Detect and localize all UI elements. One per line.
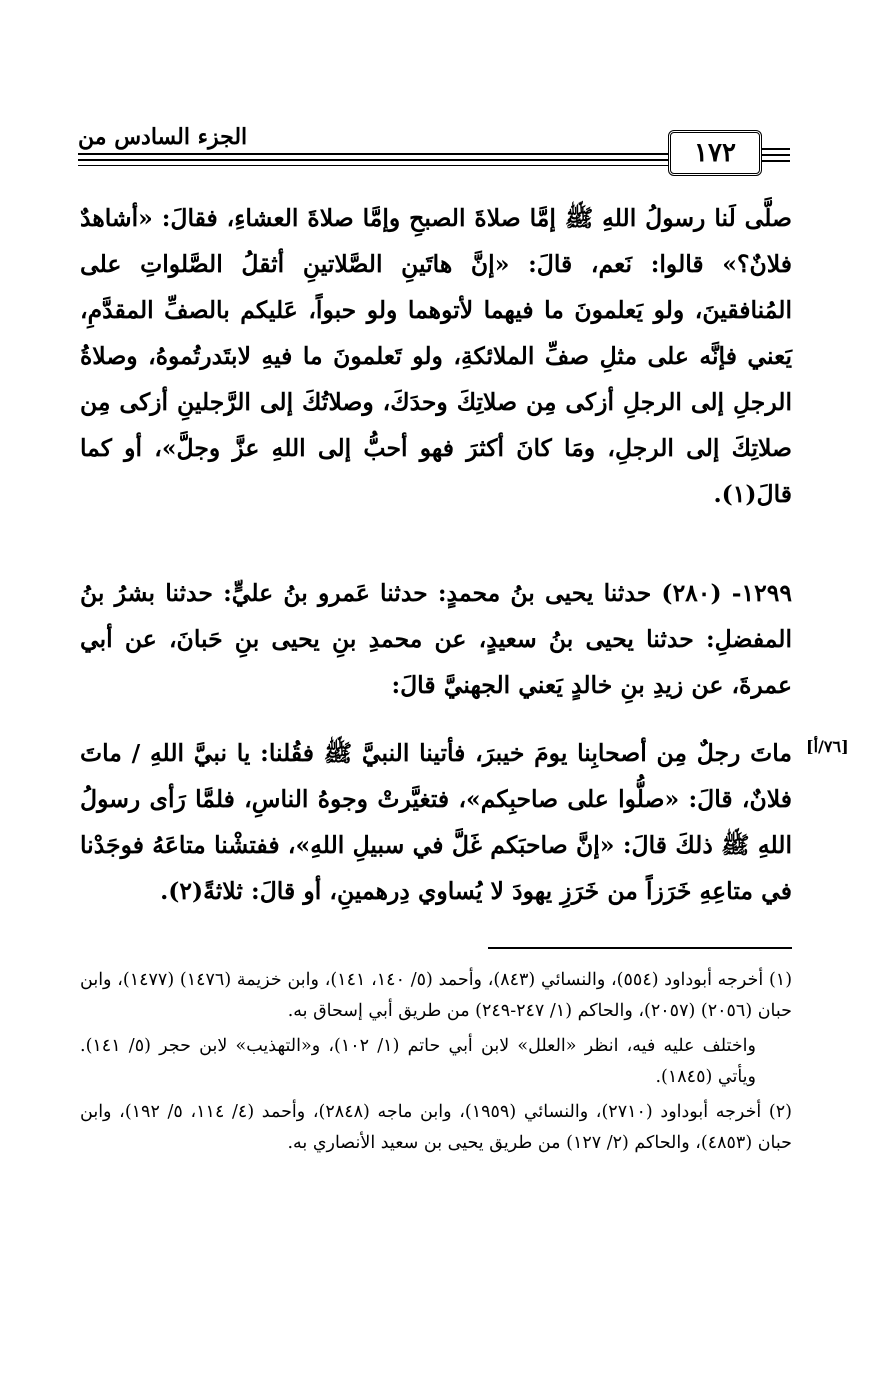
footnote-1: (١) أخرجه أبوداود (٥٥٤)، والنسائي (٨٤٣)، وأحمد (٥/ ١٤٠، ١٤١)، وابن خزيمة (١٤٧٦) (١٤٧٧)، وابن حبان (٢٠٥٦) (٢٠٥٧)، والحاكم (١/ ٢٤٧-٢٤٩) من طريق أبي إسحاق به. bbox=[80, 970, 793, 1021]
header-rule bbox=[78, 165, 668, 166]
hadith-matn: ماتَ رجلٌ مِن أصحابِنا يومَ خيبرَ، فأتينا النبيَّ ﷺ فقُلنا: يا نبيَّ اللهِ / ماتَ فلانٌ، قالَ: «صلُّوا على صاحبِكم»، فتغيَّرتْ وجوهُ الناسِ، فلمَّا رَأى رسولُ اللهِ ﷺ ذلكَ قالَ: «إنَّ صاحبَكم غَلَّ في سبيلِ اللهِ»، ففتشْنا متاعَهُ فوجَدْنا في متاعِهِ خَرَزاً من خَرَزِ يهودَ لا يُساوي دِرهمينِ، أو قالَ: ثلاثةً(٢). bbox=[80, 739, 792, 905]
manuscript-folio-ref: [٧٦/أ] bbox=[806, 737, 849, 756]
header-rule bbox=[78, 153, 668, 155]
header-rule bbox=[762, 160, 790, 162]
footnotes bbox=[80, 965, 792, 1163]
running-title: الجزء السادس من bbox=[78, 124, 248, 150]
header-rule bbox=[78, 159, 668, 161]
header-rule bbox=[762, 154, 790, 156]
page-number: ١٧٢ bbox=[668, 130, 762, 176]
footnote-1-continued: واختلف عليه فيه، انظر «العلل» لابن أبي حاتم (١/ ١٠٢)، و«التهذيب» لابن حجر (٥/ ١٤١). ويأتي (١٨٤٥). bbox=[80, 1036, 756, 1087]
footnote-2: (٢) أخرجه أبوداود (٢٧١٠)، والنسائي (١٩٥٩)، وابن ماجه (٢٨٤٨)، وأحمد (٤/ ١١٤، ٥/ ١٩٢)، وابن حبان (٤٨٥٣)، والحاكم (٢/ ١٢٧) من طريق يحيى بن سعيد الأنصاري به. bbox=[80, 1102, 792, 1153]
page-header bbox=[78, 118, 790, 176]
footnote-separator bbox=[488, 947, 792, 949]
hadith-text-continued: صلَّى لَنا رسولُ اللهِ ﷺ إمَّا صلاةَ الصبحِ وإمَّا صلاةَ العشاءِ، فقالَ: «أشاهدٌ فلانٌ؟» قالوا: نَعم، قالَ: «إنَّ هاتَينِ الصَّلاتينِ أثقلُ الصَّلواتِ على المُنافقينَ، ولو يَعلمونَ ما فيهما لأتوهما ولو حبواً، عَليكم بالصفِّ المقدَّمِ، يَعني فإنَّه على مثلِ صفِّ الملائكةِ، ولو تَعلمونَ ما فيهِ لابتَدرتُموهُ، وصلاةُ الرجلِ إلى الرجلِ أزكى مِن صلاتِكَ وحدَكَ، وصلاتُكَ إلى الرَّجلينِ أزكى مِن صلاتِكَ إلى الرجلِ، ومَا كانَ أكثرَ فهو أحبُّ إلى اللهِ عزَّ وجلَّ»، أو كما قالَ(١). bbox=[80, 204, 792, 508]
header-rule bbox=[762, 148, 790, 150]
hadith-isnad: ١٢٩٩- (٢٨٠) حدثنا يحيى بنُ محمدٍ: حدثنا عَمرو بنُ عليٍّ: حدثنا بشرُ بنُ المفضلِ: حدثنا يحيى بنُ سعيدٍ، عن محمدِ بنِ يحيى بنِ حَبانَ، عن أبي عمرةَ، عن زيدِ بنِ خالدٍ يَعني الجهنيَّ قالَ: bbox=[80, 579, 792, 699]
